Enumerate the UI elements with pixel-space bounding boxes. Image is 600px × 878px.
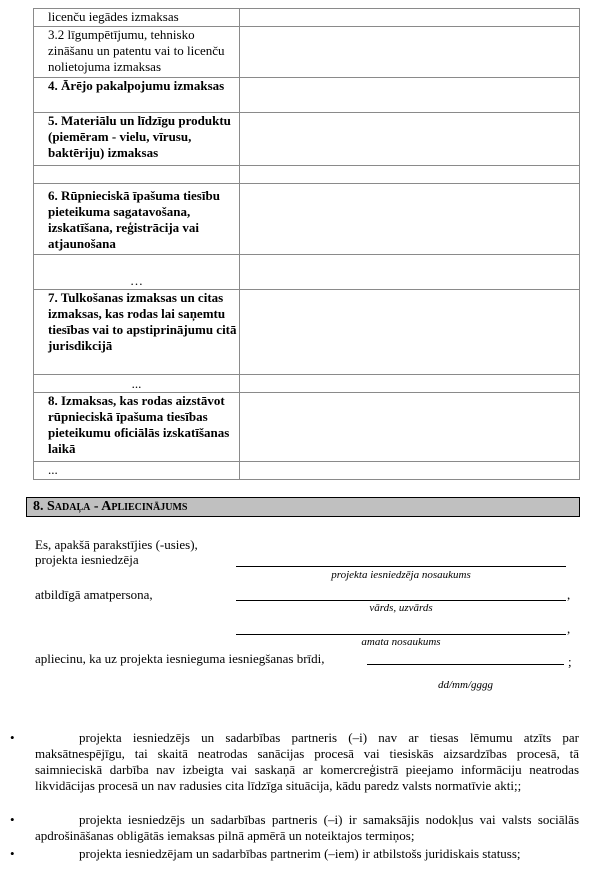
amount-cell (240, 113, 580, 166)
table-row (34, 462, 580, 480)
comma: , (567, 587, 571, 602)
amount-cell (240, 166, 580, 184)
bullet-icon: • (10, 812, 15, 827)
position-caption: amata nosaukums (361, 636, 441, 648)
amount-cell (240, 462, 580, 480)
section-title: 8. Sadaļa - Apliecinājums (33, 499, 188, 514)
cost-item-cell (34, 166, 240, 184)
amount-cell (240, 27, 580, 78)
cost-item-cell: 8. Izmaksas, kas rodas aizstāvot rūpnieciskā īpašuma tiesības pieteikumu oficiālās izskatīšanas laikā (34, 393, 240, 462)
date-caption: dd/mm/gggg (438, 679, 493, 691)
cost-item-cell: ... (34, 375, 240, 393)
table-row (34, 290, 580, 375)
applicant-name-field[interactable] (236, 566, 566, 567)
statement-paragraph: projekta iesniedzējam un sadarbības partnerim (–iem) ir atbilstošs juridiskais statuss; (79, 846, 521, 861)
cost-item-cell: 3.2 līgumpētījumu, tehnisko zināšanu un patentu vai to licenču nolietojuma izmaksas (34, 27, 240, 78)
bullet-icon: • (10, 846, 15, 861)
cost-item-cell: 4. Ārējo pakalpojumu izmaksas (34, 78, 240, 113)
cost-item-cell: licenču iegādes izmaksas (34, 9, 240, 27)
statement-paragraph: projekta iesniedzējs un sadarbības partneris (–i) ir samaksājis nodokļus vai valsts sociālās apdrošināšanas obligātās iemaksas pilnā apmērā un noteiktajos termiņos; (35, 812, 579, 843)
table-row (34, 78, 580, 113)
amount-cell (240, 393, 580, 462)
amount-cell (240, 9, 580, 27)
cost-item-cell: 6. Rūpnieciskā īpašuma tiesību pieteikuma sagatavošana, izskatīšana, reģistrācija vai atjaunošana (34, 184, 240, 255)
date-field[interactable] (367, 664, 564, 665)
section-heading (26, 497, 580, 517)
cost-item-cell: ... (34, 462, 240, 480)
official-name-field[interactable] (236, 600, 566, 601)
official-label: atbildīgā amatpersona, (35, 587, 153, 602)
cost-table (33, 8, 580, 480)
table-row (34, 393, 580, 462)
cost-item-cell: 7. Tulkošanas izmaksas un citas izmaksas, kas rodas lai saņemtu tiesības vai to apstiprinājumu citā jurisdikcijā (34, 290, 240, 375)
table-row (34, 375, 580, 393)
cost-item-cell: … (34, 255, 240, 290)
amount-cell (240, 184, 580, 255)
comma: , (567, 621, 571, 636)
amount-cell (240, 255, 580, 290)
semicolon: ; (568, 654, 572, 669)
amount-cell (240, 375, 580, 393)
position-field[interactable] (236, 634, 566, 635)
amount-cell (240, 78, 580, 113)
bullet-icon: • (10, 730, 15, 745)
name-caption: vārds, uzvārds (369, 602, 433, 614)
table-row (34, 113, 580, 166)
table-row (34, 184, 580, 255)
intro-text: Es, apakšā parakstījies (-usies), (35, 537, 198, 552)
date-label: apliecinu, ka uz projekta iesnieguma iesniegšanas brīdi, (35, 651, 325, 666)
statement-paragraph: projekta iesniedzējs un sadarbības partneris (–i) nav ar tiesas lēmumu atzīts par maksātnespējīgu, tai skaitā neatrodas sanācijas procesā vai tiesiskās aizsardzības procesā, tā saimnieciskā darbība nav izbeigta vai saskaņā ar komercreģistrā pieejamo informāciju neatrodas likvidācijas procesā un nav radusies cita līdzīga situācija, kādu paredz valsts normatīvie akti;; (35, 730, 579, 793)
applicant-caption: projekta iesniedzēja nosaukums (331, 569, 471, 581)
table-row (34, 255, 580, 290)
table-row (34, 27, 580, 78)
table-row (34, 166, 580, 184)
table-row (34, 9, 580, 27)
cost-item-cell: 5. Materiālu un līdzīgu produktu (piemēram - vielu, vīrusu, baktēriju) izmaksas (34, 113, 240, 166)
amount-cell (240, 290, 580, 375)
applicant-label: projekta iesniedzēja (35, 552, 139, 567)
